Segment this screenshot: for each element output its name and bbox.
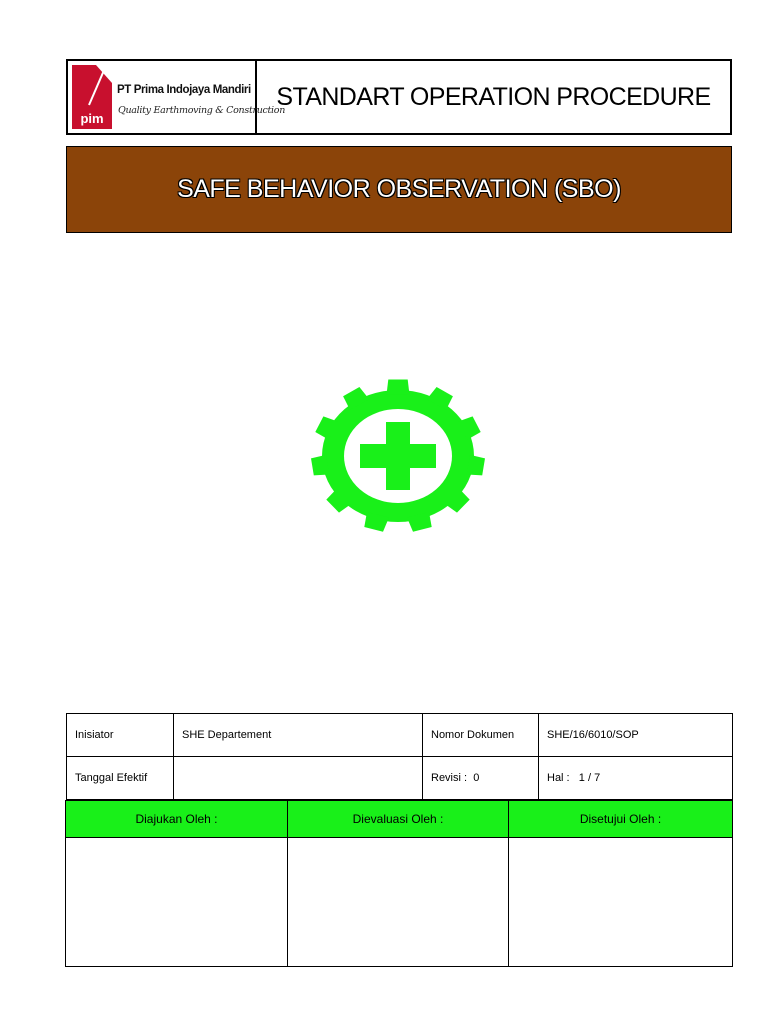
submitted-by-signature: [66, 838, 288, 967]
page-value: 1 / 7: [578, 772, 601, 784]
page-cell: [539, 757, 733, 800]
table-row: [67, 714, 733, 757]
safety-gear-cross-icon: [304, 374, 492, 538]
document-info-table: [66, 713, 733, 800]
initiator-label: Inisiator: [67, 714, 174, 757]
revision-cell: [423, 757, 539, 800]
effective-date-label: Tanggal Efektif: [67, 757, 174, 800]
effective-date-value: [174, 757, 423, 800]
approved-by-header: Disetujui Oleh :: [509, 801, 733, 838]
doc-number-value: SHE/16/6010/SOP: [539, 714, 733, 757]
submitted-by-header: Diajukan Oleh :: [66, 801, 288, 838]
doc-number-label: Nomor Dokumen: [423, 714, 539, 757]
evaluated-by-signature: [288, 838, 509, 967]
document-header: [66, 59, 732, 135]
company-logo-block: [68, 61, 286, 133]
revision-value: 0: [473, 772, 480, 784]
company-logo: [72, 65, 112, 129]
table-row: [66, 838, 733, 967]
logo-text: pim: [80, 111, 104, 126]
evaluated-by-header: Dievaluasi Oleh :: [288, 801, 509, 838]
sop-title-banner: [66, 146, 732, 233]
company-tagline: Quality Earthmoving & Construction: [118, 105, 286, 116]
sop-title: SAFE BEHAVIOR OBSERVATION (SBO): [177, 175, 621, 203]
page-label: Hal :: [547, 772, 570, 784]
company-name: PT Prima Indojaya Mandiri: [117, 84, 251, 96]
table-row: [66, 801, 733, 838]
document-type-title: STANDART OPERATION PROCEDURE: [276, 82, 711, 111]
initiator-value: SHE Departement: [174, 714, 423, 757]
table-row: [67, 757, 733, 800]
approval-signature-table: [65, 800, 733, 967]
approved-by-signature: [509, 838, 733, 967]
revision-label: Revisi :: [431, 772, 468, 784]
